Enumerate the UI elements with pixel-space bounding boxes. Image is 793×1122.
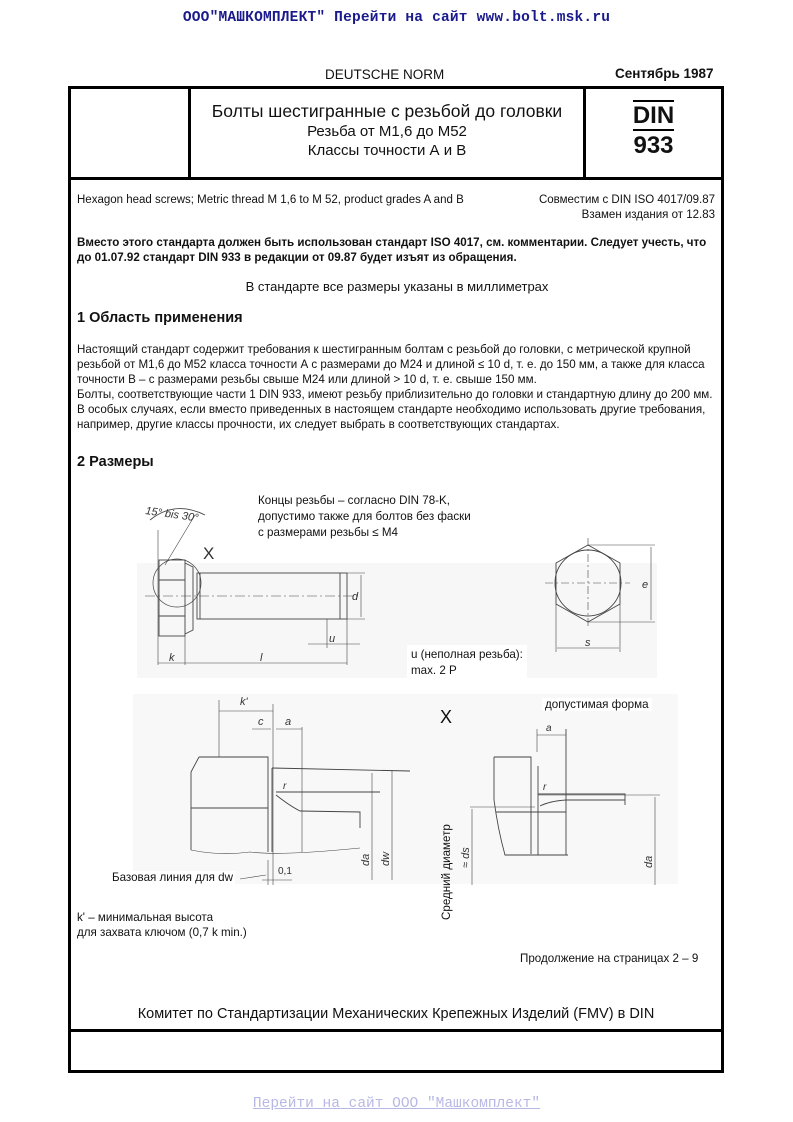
section-1-heading: 1 Область применения	[77, 310, 243, 326]
compatibility-line: Совместим с DIN ISO 4017/09.87	[538, 194, 715, 206]
edition-date: Сентябрь 1987	[615, 66, 714, 81]
replacement-notice: Вместо этого стандарта должен быть использован стандарт ISO 4017, см. комментарии. Следует учесть, что до 01.07.92 стандарт DIN 933 в редакции от 09.87 будет изъят из обращения.	[77, 236, 707, 264]
svg-text:c: c	[258, 716, 264, 728]
title-thread-range: Резьба от М1,6 до М52	[307, 123, 467, 140]
detail-x-label: X	[440, 707, 453, 727]
svg-text:r: r	[283, 781, 287, 792]
thread-end-line-2: допустимо также для болтов без фаски	[258, 510, 471, 523]
title-grades: Классы точности А и В	[307, 142, 467, 159]
svg-text:da: da	[360, 853, 372, 866]
incomplete-thread-note	[407, 645, 527, 681]
svg-text:a: a	[285, 716, 292, 728]
replaces-line: Взамен издания от 12.83	[581, 209, 715, 221]
thread-end-line-1: Концы резьбы – согласно DIN 78-K,	[258, 494, 450, 507]
din-word: DIN	[632, 102, 675, 129]
site-link-bottom[interactable]: Перейти на сайт ООО "Машкомплект"	[252, 1096, 541, 1112]
continuation-note: Продолжение на страницах 2 – 9	[520, 952, 699, 965]
site-link-top[interactable]: ООО"МАШКОМПЛЕКТ" Перейти на сайт www.bolt.msk.ru	[182, 10, 611, 26]
scope-paragraph-1: Настоящий стандарт содержит требования к шестигранным болтам с резьбой до головки, с метрической крупной резьбой от М1,6 до М52 класса точности А с размерами до М24 и длиной ≤ 10 d, т. е. до 150 мм, а также для класса точности В – с размерами резьбы свыше М24 или длиной > 10 d, т. е. свыше 150 мм.	[77, 343, 705, 387]
svg-text:s: s	[585, 637, 591, 649]
scope-paragraph-2: Болты, соответствующие части 1 DIN 933, имеют резьбу приблизительно до головки и стандартную длину до 200 мм.	[77, 388, 713, 402]
svg-text:X: X	[203, 544, 215, 563]
allowed-form-label: допустимая форма	[542, 698, 652, 711]
u-note-line-2: max. 2 P	[411, 664, 457, 677]
scope-paragraph-3: В особых случаях, если вместо приведенных в настоящем стандарте необходимо использовать другие требования, например, другие классы прочности, их следует выбрать в соответствующих стандартах.	[77, 403, 706, 432]
svg-text:l: l	[260, 652, 263, 664]
din-number: 933	[633, 132, 674, 159]
u-note-line-1: u (неполная резьба):	[411, 648, 523, 661]
svg-text:0,1: 0,1	[278, 866, 292, 877]
thread-end-note	[258, 493, 471, 541]
svg-text:k: k	[169, 652, 175, 664]
svg-text:e: e	[642, 579, 649, 591]
committee-name: Комитет по Стандартизации Механических Крепежных Изделий (FMV) в DIN	[137, 1006, 655, 1022]
norm-label: DEUTSCHE NORM	[325, 67, 445, 82]
kprime-line-2: для захвата ключом (0,7 k min.)	[77, 926, 247, 939]
svg-text:r: r	[543, 782, 547, 793]
page-title: Болты шестигранные с резьбой до головки	[211, 101, 563, 121]
svg-text:u: u	[329, 633, 336, 645]
thread-end-line-3: с размерами резьбы ≤ M4	[258, 526, 398, 539]
english-title: Hexagon head screws; Metric thread M 1,6 to M 52, product grades A and B	[77, 194, 464, 206]
svg-text:dw: dw	[380, 851, 392, 866]
svg-text:≈ ds: ≈ ds	[460, 847, 472, 868]
mid-diameter-label: Средний диаметр	[440, 824, 453, 920]
units-note: В стандарте все размеры указаны в миллиметрах	[245, 279, 549, 294]
footer-divider	[68, 1029, 724, 1032]
svg-text:k': k'	[240, 696, 248, 708]
kprime-note	[77, 910, 247, 940]
angle-label: 15° bis 30°	[144, 505, 200, 525]
svg-text:d: d	[352, 591, 359, 603]
svg-text:da: da	[643, 855, 655, 868]
section-2-heading: 2 Размеры	[77, 454, 154, 470]
kprime-line-1: k' – минимальная высота	[77, 911, 214, 924]
svg-text:a: a	[546, 723, 552, 734]
base-line-label: Базовая линия для dw	[112, 871, 234, 884]
